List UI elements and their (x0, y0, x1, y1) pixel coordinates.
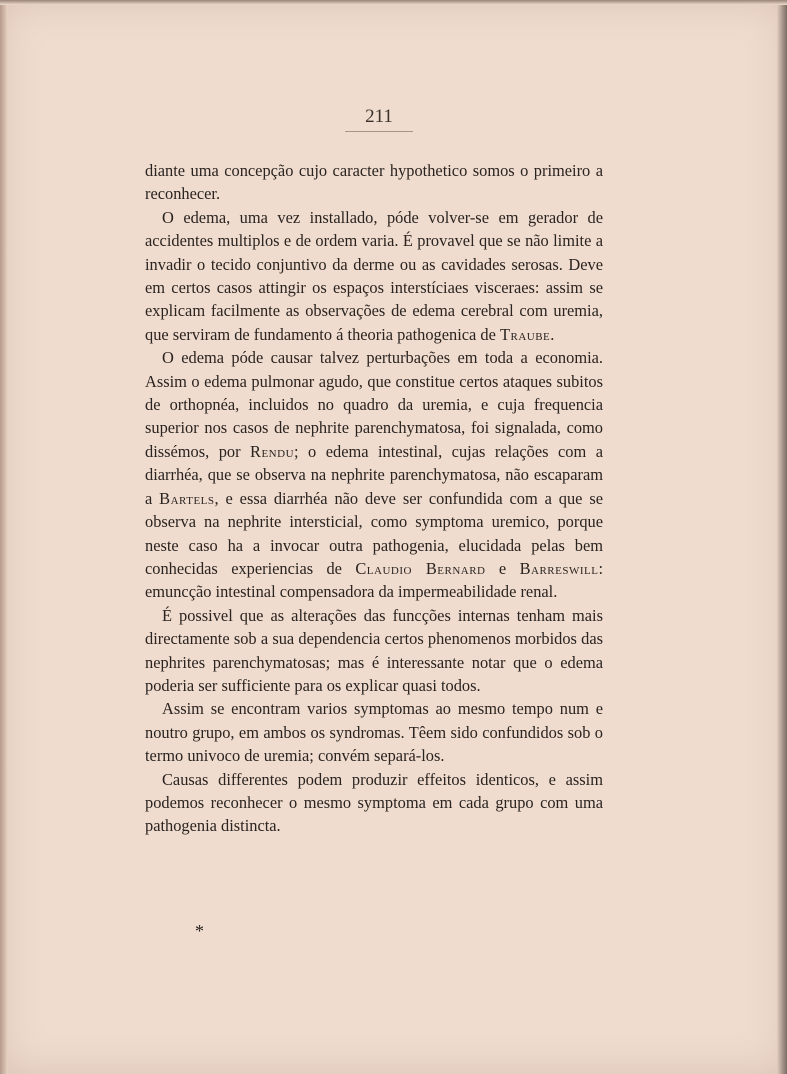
page-number: 211 (345, 106, 413, 132)
text-run: É possivel que as alterações das funcções internas tenham mais directamente sob a sua dependencia certos phenomenos morbidos das nephrites parenchymatosas; mas é interessante notar que o edema poderia ser sufficiente para os explicar quasi todos. (145, 605, 603, 695)
text-run: , e essa diarrhéa não deve ser confundida com a que se observa na nephrite intersticial, como symptoma uremico, porque neste caso ha a invocar outra pathogenia, elucidada pelas bem conhecidas experiencias de (145, 488, 603, 578)
page-top-edge (0, 0, 787, 5)
author-name: Bartels (159, 488, 215, 508)
paragraph (145, 346, 603, 603)
text-run: O edema póde causar talvez perturbações em toda a economia. Assim o edema pulmonar agudo, que constitue certos ataques subitos de orthopnéa, incluidos no quadro da uremia, e cuja frequencia superior nos casos de nephrite parenchymatosa, foi signalada, como dissémos, por (145, 348, 603, 461)
page-left-edge (0, 0, 8, 1074)
text-run: O edema, uma vez installado, póde volver-se em gerador de accidentes multiplos e de ordem varia. É provavel que se não limite a invadir o tecido conjuntivo da derme ou as cavidades serosas. Deve em certos casos attingir os espaços interstíciaes visceraes: assim se explicam facilmente as observações de edema cerebral com uremia, que serviram de fundamento á theoria pathogenica de (145, 207, 603, 344)
text-run: Causas differentes podem produzir effeitos identicos, e assim podemos reconhecer o mesmo symptoma em cada grupo com uma pathogenia distincta. (145, 769, 603, 836)
text-run: diante uma concepção cujo caracter hypothetico somos o primeiro a reconhecer. (145, 161, 603, 204)
author-name: Barreswill (519, 558, 599, 578)
end-asterisk: * (195, 921, 204, 941)
text-run: Assim se encontram varios symptomas ao mesmo tempo num e noutro grupo, em ambos os syndromas. Têem sido confundidos sob o termo univoco de uremia; convém separá-los. (145, 699, 603, 766)
text-run: : emuncção intestinal compensadora da impermeabilidade renal. (145, 558, 603, 602)
text-run: . (550, 324, 555, 344)
author-name: Rendu (250, 441, 295, 461)
author-name: Traube (499, 324, 551, 344)
paragraph (145, 604, 603, 698)
text-run: e (485, 558, 520, 578)
paragraph (145, 768, 603, 838)
paragraph (145, 697, 603, 767)
paragraph (145, 206, 603, 346)
author-name: Claudio Bernard (355, 558, 486, 578)
body-text (145, 159, 603, 838)
paragraph (145, 159, 603, 206)
page-right-edge (777, 0, 787, 1074)
text-run: ; o edema intestinal, cujas relações com a diarrhéa, que se observa na nephrite parenchymatosa, não escaparam a (145, 441, 603, 508)
